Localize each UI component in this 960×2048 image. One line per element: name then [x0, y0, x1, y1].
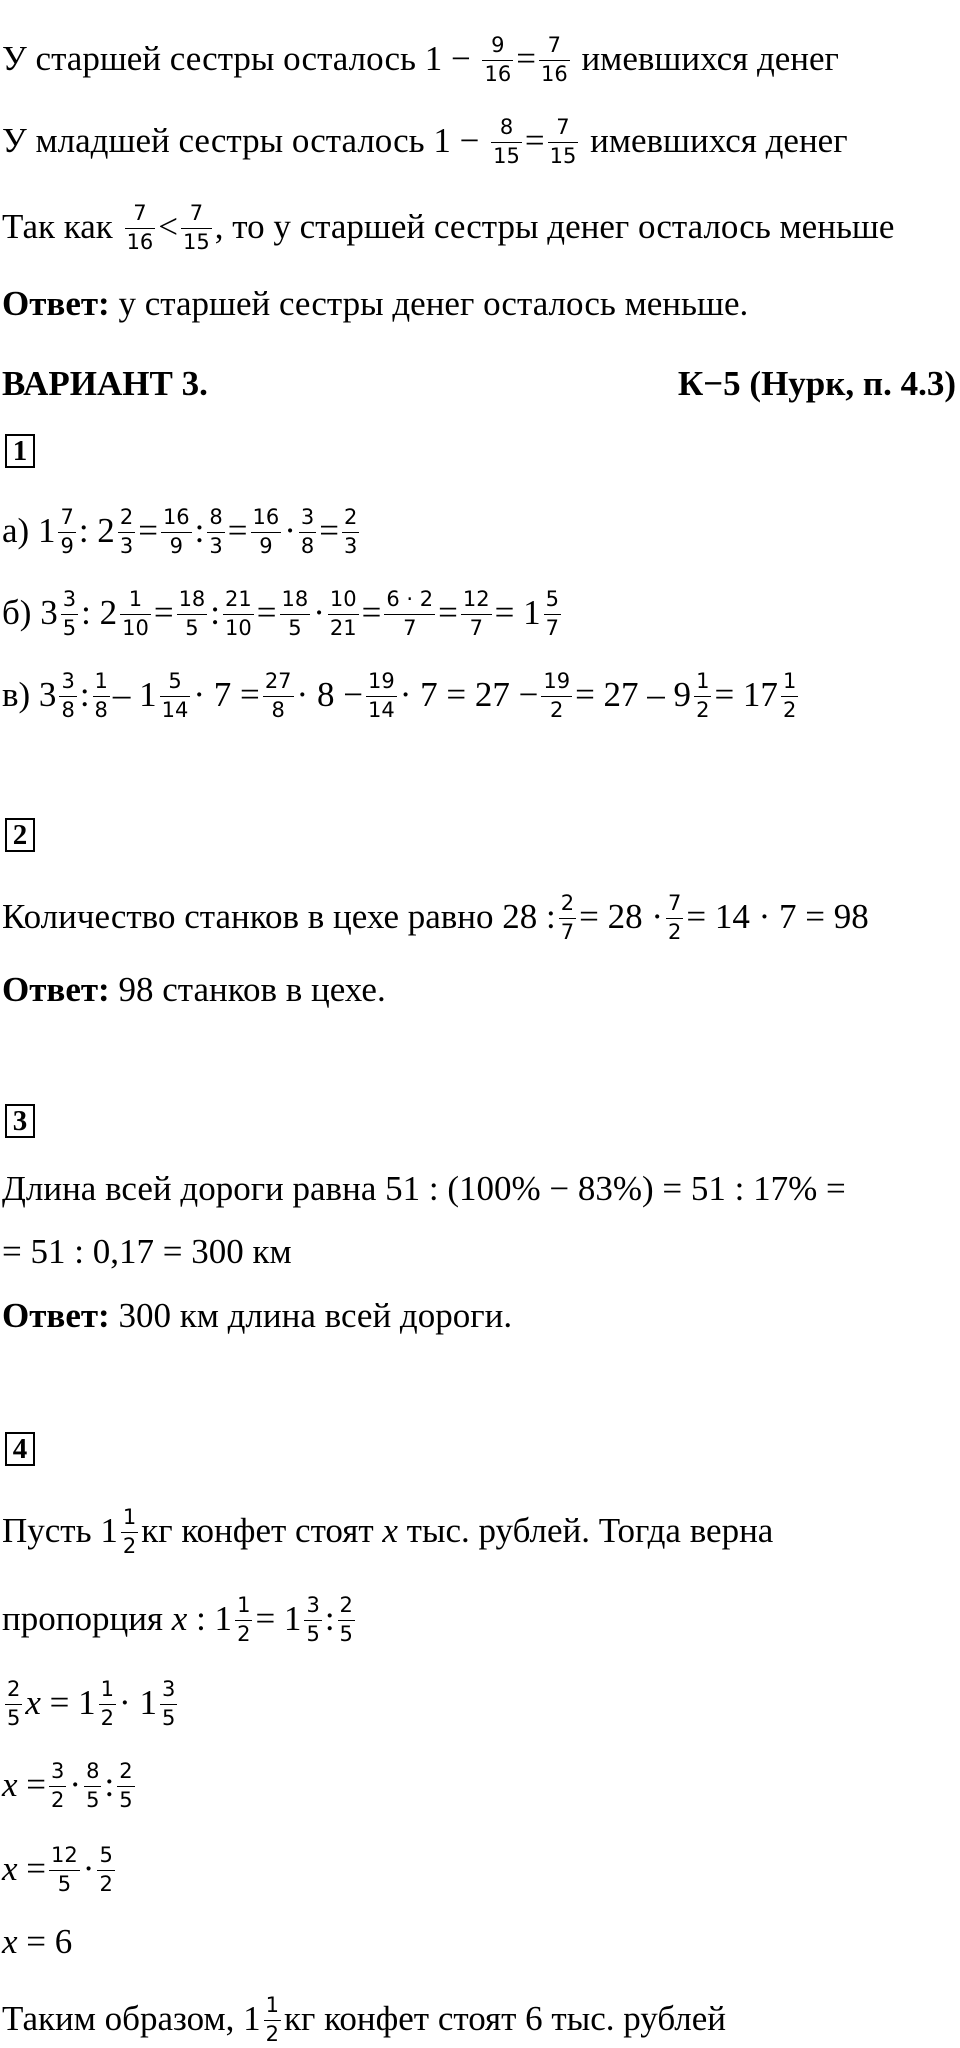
- text: кг конфет стоят 6 тыс. рублей: [284, 1999, 727, 2039]
- denominator: 16: [484, 61, 512, 86]
- text: =: [516, 39, 536, 79]
- task1-item-b: [2, 587, 564, 642]
- fraction: [338, 1594, 355, 1646]
- fraction: [84, 1760, 101, 1812]
- text: = 17: [714, 675, 778, 715]
- numerator: 16: [161, 506, 192, 533]
- text: : 1: [196, 1599, 233, 1639]
- denominator: 5: [185, 615, 199, 640]
- text: ·: [82, 1849, 95, 1889]
- numerator: 1: [121, 1506, 138, 1533]
- fraction: [482, 34, 513, 86]
- fraction: [177, 588, 208, 640]
- task4-line-step2: [2, 1843, 118, 1898]
- text: ·: [284, 511, 296, 551]
- denominator: 2: [122, 1533, 137, 1558]
- fraction: [120, 588, 151, 640]
- intro-answer: [2, 286, 748, 321]
- text: У старшей сестры осталось 1 −: [2, 39, 471, 79]
- fraction: [541, 670, 572, 722]
- text: = 1: [255, 1599, 302, 1639]
- text: =: [256, 593, 277, 633]
- text: =: [26, 1765, 47, 1805]
- denominator: 15: [549, 143, 577, 168]
- text: =: [319, 511, 340, 551]
- denominator: 5: [161, 1705, 176, 1730]
- fraction: [263, 670, 294, 722]
- denominator: 15: [493, 143, 520, 168]
- variable-x: x: [2, 1922, 18, 1961]
- numerator: 5: [160, 670, 191, 697]
- fraction: [280, 588, 311, 640]
- numerator: 1: [99, 1678, 116, 1705]
- numerator: 2: [559, 892, 576, 919]
- denominator: 2: [265, 2021, 279, 2046]
- text: Таким образом, 1: [2, 1999, 261, 2039]
- fraction: [125, 202, 156, 254]
- numerator: 8: [207, 506, 224, 533]
- text: =: [438, 593, 458, 633]
- numerator: 8: [84, 1760, 101, 1787]
- answer-label: Ответ:: [2, 1296, 110, 1335]
- numerator: 1: [120, 588, 151, 615]
- numerator: 5: [544, 588, 561, 615]
- denominator: 9: [60, 533, 74, 558]
- text: имевшихся денег: [590, 121, 848, 161]
- text: =: [153, 593, 174, 633]
- numerator: 12: [461, 588, 492, 615]
- denominator: 5: [86, 1787, 100, 1812]
- fraction: [548, 116, 579, 168]
- numerator: 7: [539, 34, 570, 61]
- text: ·: [69, 1765, 82, 1805]
- task4-line-result: [2, 1924, 72, 1959]
- fraction: [491, 116, 522, 168]
- text: :: [79, 675, 90, 715]
- denominator: 8: [94, 697, 108, 722]
- fraction: [49, 1760, 66, 1812]
- denominator: 5: [57, 1871, 72, 1896]
- numerator: 3: [304, 1594, 321, 1621]
- numerator: 2: [5, 1678, 22, 1705]
- denominator: 3: [119, 533, 134, 558]
- denominator: 16: [540, 61, 568, 86]
- text: – 1: [112, 675, 157, 715]
- numerator: 3: [299, 506, 316, 533]
- text: · 7 =: [193, 675, 260, 715]
- numerator: 7: [125, 202, 156, 229]
- task-number-3: 3: [5, 1104, 35, 1138]
- fraction: [160, 1678, 177, 1730]
- fraction: [366, 670, 397, 722]
- variable-x: x: [2, 1849, 18, 1889]
- numerator: 2: [338, 1594, 355, 1621]
- text: Так как: [2, 207, 113, 247]
- task1-item-a: [2, 505, 362, 560]
- numerator: 12: [49, 1844, 80, 1871]
- text: = 6: [26, 1922, 73, 1961]
- text: : 2: [78, 511, 115, 551]
- task-number-2: 2: [5, 818, 35, 852]
- text: а) 1: [2, 511, 56, 551]
- text: =: [26, 1849, 47, 1889]
- fraction: [181, 202, 212, 254]
- text: = 1: [49, 1683, 96, 1723]
- fraction: [342, 506, 359, 558]
- denominator: 7: [545, 615, 559, 640]
- answer-label: Ответ:: [2, 284, 110, 323]
- denominator: 2: [668, 919, 682, 944]
- answer-text: 300 км длина всей дороги.: [109, 1296, 513, 1335]
- variable-x: x: [2, 1765, 18, 1805]
- denominator: 10: [122, 615, 149, 640]
- numerator: 8: [491, 116, 522, 143]
- task3-solution-line1: Длина всей дороги равна 51 : (100% − 83%) = 51 : 17% =: [2, 1169, 846, 1208]
- denominator: 16: [126, 229, 154, 254]
- fraction: [58, 506, 75, 558]
- fraction: [666, 892, 683, 944]
- denominator: 2: [782, 697, 797, 722]
- numerator: 1: [235, 1594, 252, 1621]
- numerator: 9: [482, 34, 513, 61]
- fraction: [251, 506, 282, 558]
- numerator: 6 · 2: [384, 588, 435, 615]
- task4-line-proportion: [2, 1593, 358, 1648]
- fraction: [99, 1678, 116, 1730]
- text: · 7 = 27 −: [399, 675, 539, 715]
- task-number-4: 4: [5, 1432, 35, 1466]
- fraction: [299, 506, 316, 558]
- text: :: [324, 1599, 335, 1639]
- intro-line-older-sister: [2, 33, 839, 88]
- text: :: [194, 511, 205, 551]
- text: в) 3: [2, 675, 57, 715]
- text: =: [524, 121, 545, 161]
- text: : 2: [81, 593, 118, 633]
- denominator: 5: [306, 1621, 320, 1646]
- task2-answer: [2, 972, 386, 1007]
- variant-reference: К−5 (Нурк, п. 4.3): [677, 364, 956, 403]
- fraction: [117, 1760, 134, 1812]
- denominator: 5: [62, 615, 77, 640]
- text: тыс. рублей. Тогда верна: [406, 1511, 774, 1551]
- numerator: 18: [177, 588, 208, 615]
- text: имевшихся денег: [581, 39, 839, 79]
- text: · 1: [119, 1683, 157, 1723]
- fraction: [61, 588, 78, 640]
- denominator: 21: [329, 615, 357, 640]
- fraction: [461, 588, 492, 640]
- text: Пусть 1: [2, 1511, 118, 1551]
- intro-line-comparison: [2, 201, 895, 256]
- text: Количество станков в цехе равно 28 :: [2, 897, 556, 937]
- denominator: 2: [99, 1871, 113, 1896]
- denominator: 2: [100, 1705, 115, 1730]
- denominator: 7: [560, 919, 575, 944]
- numerator: 10: [328, 588, 359, 615]
- fraction: [223, 588, 254, 640]
- fraction: [121, 1506, 138, 1558]
- numerator: 3: [59, 670, 76, 697]
- fraction: [694, 670, 711, 722]
- text: :: [104, 1765, 115, 1805]
- text: = 27 – 9: [575, 675, 692, 715]
- text: = 14 · 7 = 98: [686, 897, 869, 937]
- denominator: 14: [367, 697, 395, 722]
- task3-answer: [2, 1298, 512, 1333]
- numerator: 7: [666, 892, 683, 919]
- denominator: 7: [469, 615, 483, 640]
- fraction: [328, 588, 359, 640]
- text: <: [158, 207, 179, 247]
- task3-solution-line2: = 51 : 0,17 = 300 км: [2, 1232, 292, 1271]
- denominator: 5: [7, 1705, 21, 1730]
- task-number-1: 1: [5, 434, 35, 468]
- fraction: [235, 1594, 252, 1646]
- numerator: 5: [97, 1844, 114, 1871]
- fraction: [207, 506, 224, 558]
- text: =: [361, 593, 382, 633]
- fraction: [5, 1678, 22, 1730]
- variant-heading: ВАРИАНТ 3.: [2, 364, 208, 403]
- fraction: [264, 1994, 281, 2046]
- numerator: 18: [280, 588, 311, 615]
- fraction: [544, 588, 561, 640]
- denominator: 14: [161, 697, 189, 722]
- numerator: 3: [160, 1678, 177, 1705]
- variable-x: x: [382, 1511, 398, 1551]
- numerator: 21: [223, 588, 254, 615]
- text: = 28 ·: [579, 897, 664, 937]
- numerator: 2: [342, 506, 359, 533]
- fraction: [161, 506, 192, 558]
- variable-x: x: [25, 1683, 41, 1723]
- numerator: 16: [251, 506, 282, 533]
- denominator: 3: [209, 533, 223, 558]
- fraction: [97, 1844, 114, 1896]
- text: пропорция: [2, 1599, 164, 1639]
- intro-line-younger-sister: [2, 115, 848, 170]
- fraction: [384, 588, 435, 640]
- denominator: 2: [550, 697, 564, 722]
- fraction: [781, 670, 798, 722]
- numerator: 7: [181, 202, 212, 229]
- text: :: [210, 593, 221, 633]
- task4-line-setup: [2, 1505, 774, 1560]
- denominator: 3: [344, 533, 358, 558]
- numerator: 1: [694, 670, 711, 697]
- task4-line-conclusion: [2, 1993, 727, 2048]
- denominator: 8: [271, 697, 285, 722]
- text: кг конфет стоят: [141, 1511, 374, 1551]
- fraction: [49, 1844, 80, 1896]
- denominator: 8: [300, 533, 315, 558]
- fraction: [559, 892, 576, 944]
- denominator: 2: [51, 1787, 65, 1812]
- numerator: 2: [117, 1760, 134, 1787]
- numerator: 27: [263, 670, 294, 697]
- fraction: [304, 1594, 321, 1646]
- text: ·: [313, 593, 325, 633]
- fraction: [118, 506, 135, 558]
- denominator: 10: [225, 615, 252, 640]
- numerator: 1: [264, 1994, 281, 2021]
- denominator: 9: [169, 533, 183, 558]
- text: =: [138, 511, 158, 551]
- fraction: [59, 670, 76, 722]
- numerator: 19: [366, 670, 397, 697]
- numerator: 1: [781, 670, 798, 697]
- task4-line-equation: [2, 1677, 180, 1732]
- denominator: 2: [696, 697, 710, 722]
- answer-text: у старшей сестры денег осталось меньше.: [109, 284, 749, 323]
- denominator: 8: [61, 697, 75, 722]
- numerator: 3: [61, 588, 78, 615]
- text: · 8 −: [296, 675, 363, 715]
- fraction: [160, 670, 191, 722]
- numerator: 3: [49, 1760, 66, 1787]
- denominator: 5: [339, 1621, 353, 1646]
- variable-x: x: [171, 1599, 188, 1639]
- numerator: 7: [58, 506, 75, 533]
- task4-line-step1: [2, 1759, 138, 1814]
- denominator: 7: [403, 615, 417, 640]
- task1-item-c: [2, 669, 801, 724]
- answer-text: 98 станков в цехе.: [109, 970, 386, 1009]
- denominator: 5: [119, 1787, 133, 1812]
- text: , то у старшей сестры денег осталось меньше: [214, 207, 895, 247]
- denominator: 15: [183, 229, 210, 254]
- text: б) 3: [2, 593, 58, 633]
- denominator: 9: [259, 533, 273, 558]
- answer-label: Ответ:: [2, 970, 110, 1009]
- numerator: 19: [541, 670, 572, 697]
- numerator: 2: [118, 506, 135, 533]
- text: У младшей сестры осталось 1 −: [2, 121, 480, 161]
- fraction: [93, 670, 110, 722]
- text: = 1: [494, 593, 541, 633]
- denominator: 5: [288, 615, 302, 640]
- text: =: [227, 511, 248, 551]
- task2-solution: [2, 891, 869, 946]
- denominator: 2: [237, 1621, 251, 1646]
- numerator: 1: [93, 670, 110, 697]
- fraction: [539, 34, 570, 86]
- numerator: 7: [548, 116, 579, 143]
